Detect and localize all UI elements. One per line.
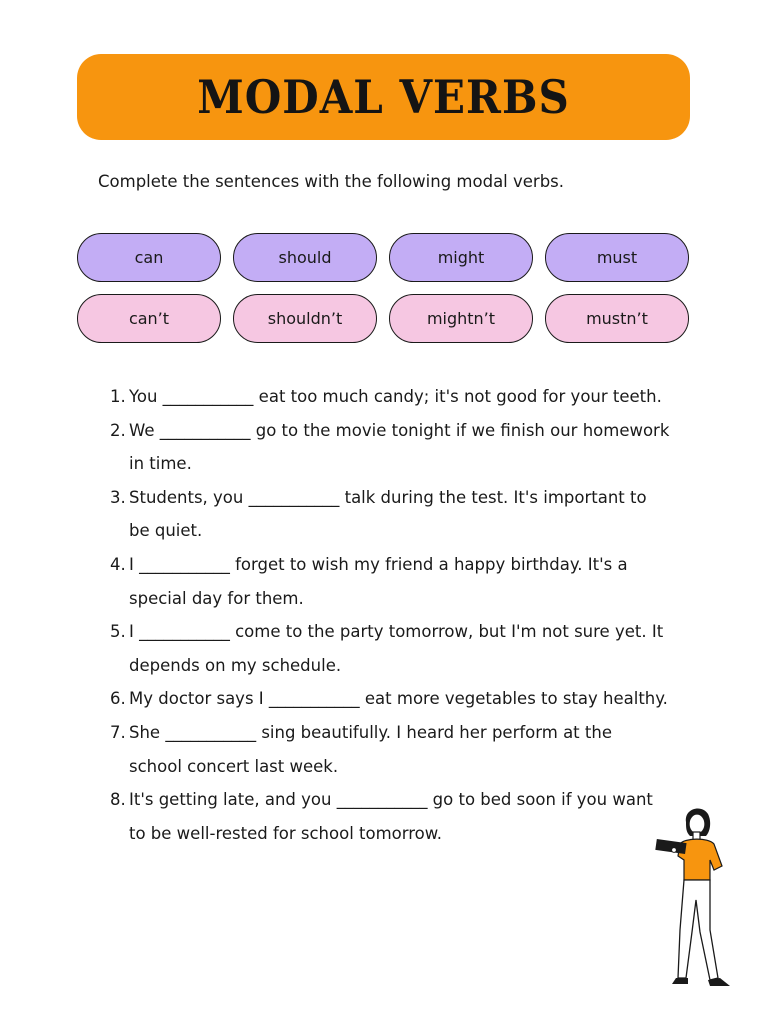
word-pill-mightnt: mightn’t	[389, 294, 533, 343]
question-item	[110, 682, 670, 716]
question-text: You ___________ eat too much candy; it's not good for your teeth.	[129, 387, 662, 406]
word-pill-should: should	[233, 233, 377, 282]
title-banner	[77, 54, 690, 140]
question-item	[110, 783, 670, 850]
question-number: 2.	[110, 420, 126, 440]
question-text: She ___________ sing beautifully. I heard her perform at the school concert last week.	[129, 722, 612, 776]
page-title: MODAL VERBS	[197, 70, 570, 124]
question-item	[110, 414, 670, 481]
instruction-text: Complete the sentences with the following modal verbs.	[98, 172, 565, 191]
word-bank	[77, 233, 691, 343]
question-item	[110, 481, 670, 548]
question-text: I ___________ forget to wish my friend a happy birthday. It's a special day for them.	[129, 554, 628, 608]
question-text: Students, you ___________ talk during the test. It's important to be quiet.	[129, 487, 647, 541]
question-number: 6.	[110, 689, 126, 709]
question-item	[110, 615, 670, 682]
question-item	[110, 380, 670, 414]
question-text: It's getting late, and you ___________ go to bed soon if you want to be well-rested for school tomorrow.	[129, 790, 653, 843]
question-number: 7.	[110, 722, 126, 742]
question-list	[110, 380, 670, 850]
woman-with-tablet-illustration	[650, 800, 750, 1000]
question-number: 4.	[110, 554, 126, 574]
word-pill-can: can	[77, 233, 221, 282]
question-number: 8.	[110, 790, 126, 810]
question-text: I ___________ come to the party tomorrow, but I'm not sure yet. It depends on my schedule.	[129, 622, 664, 675]
question-number: 3.	[110, 487, 126, 507]
word-pill-must: must	[545, 233, 689, 282]
question-number: 5.	[110, 622, 126, 642]
word-pill-shouldnt: shouldn’t	[233, 294, 377, 343]
question-item	[110, 548, 670, 615]
word-pill-cant: can’t	[77, 294, 221, 343]
question-text: We ___________ go to the movie tonight if we finish our homework in time.	[129, 420, 670, 474]
question-number: 1.	[110, 387, 126, 406]
word-pill-mustnt: mustn’t	[545, 294, 689, 343]
question-item	[110, 716, 670, 783]
word-pill-might: might	[389, 233, 533, 282]
question-text: My doctor says I ___________ eat more vegetables to stay healthy.	[129, 689, 668, 709]
